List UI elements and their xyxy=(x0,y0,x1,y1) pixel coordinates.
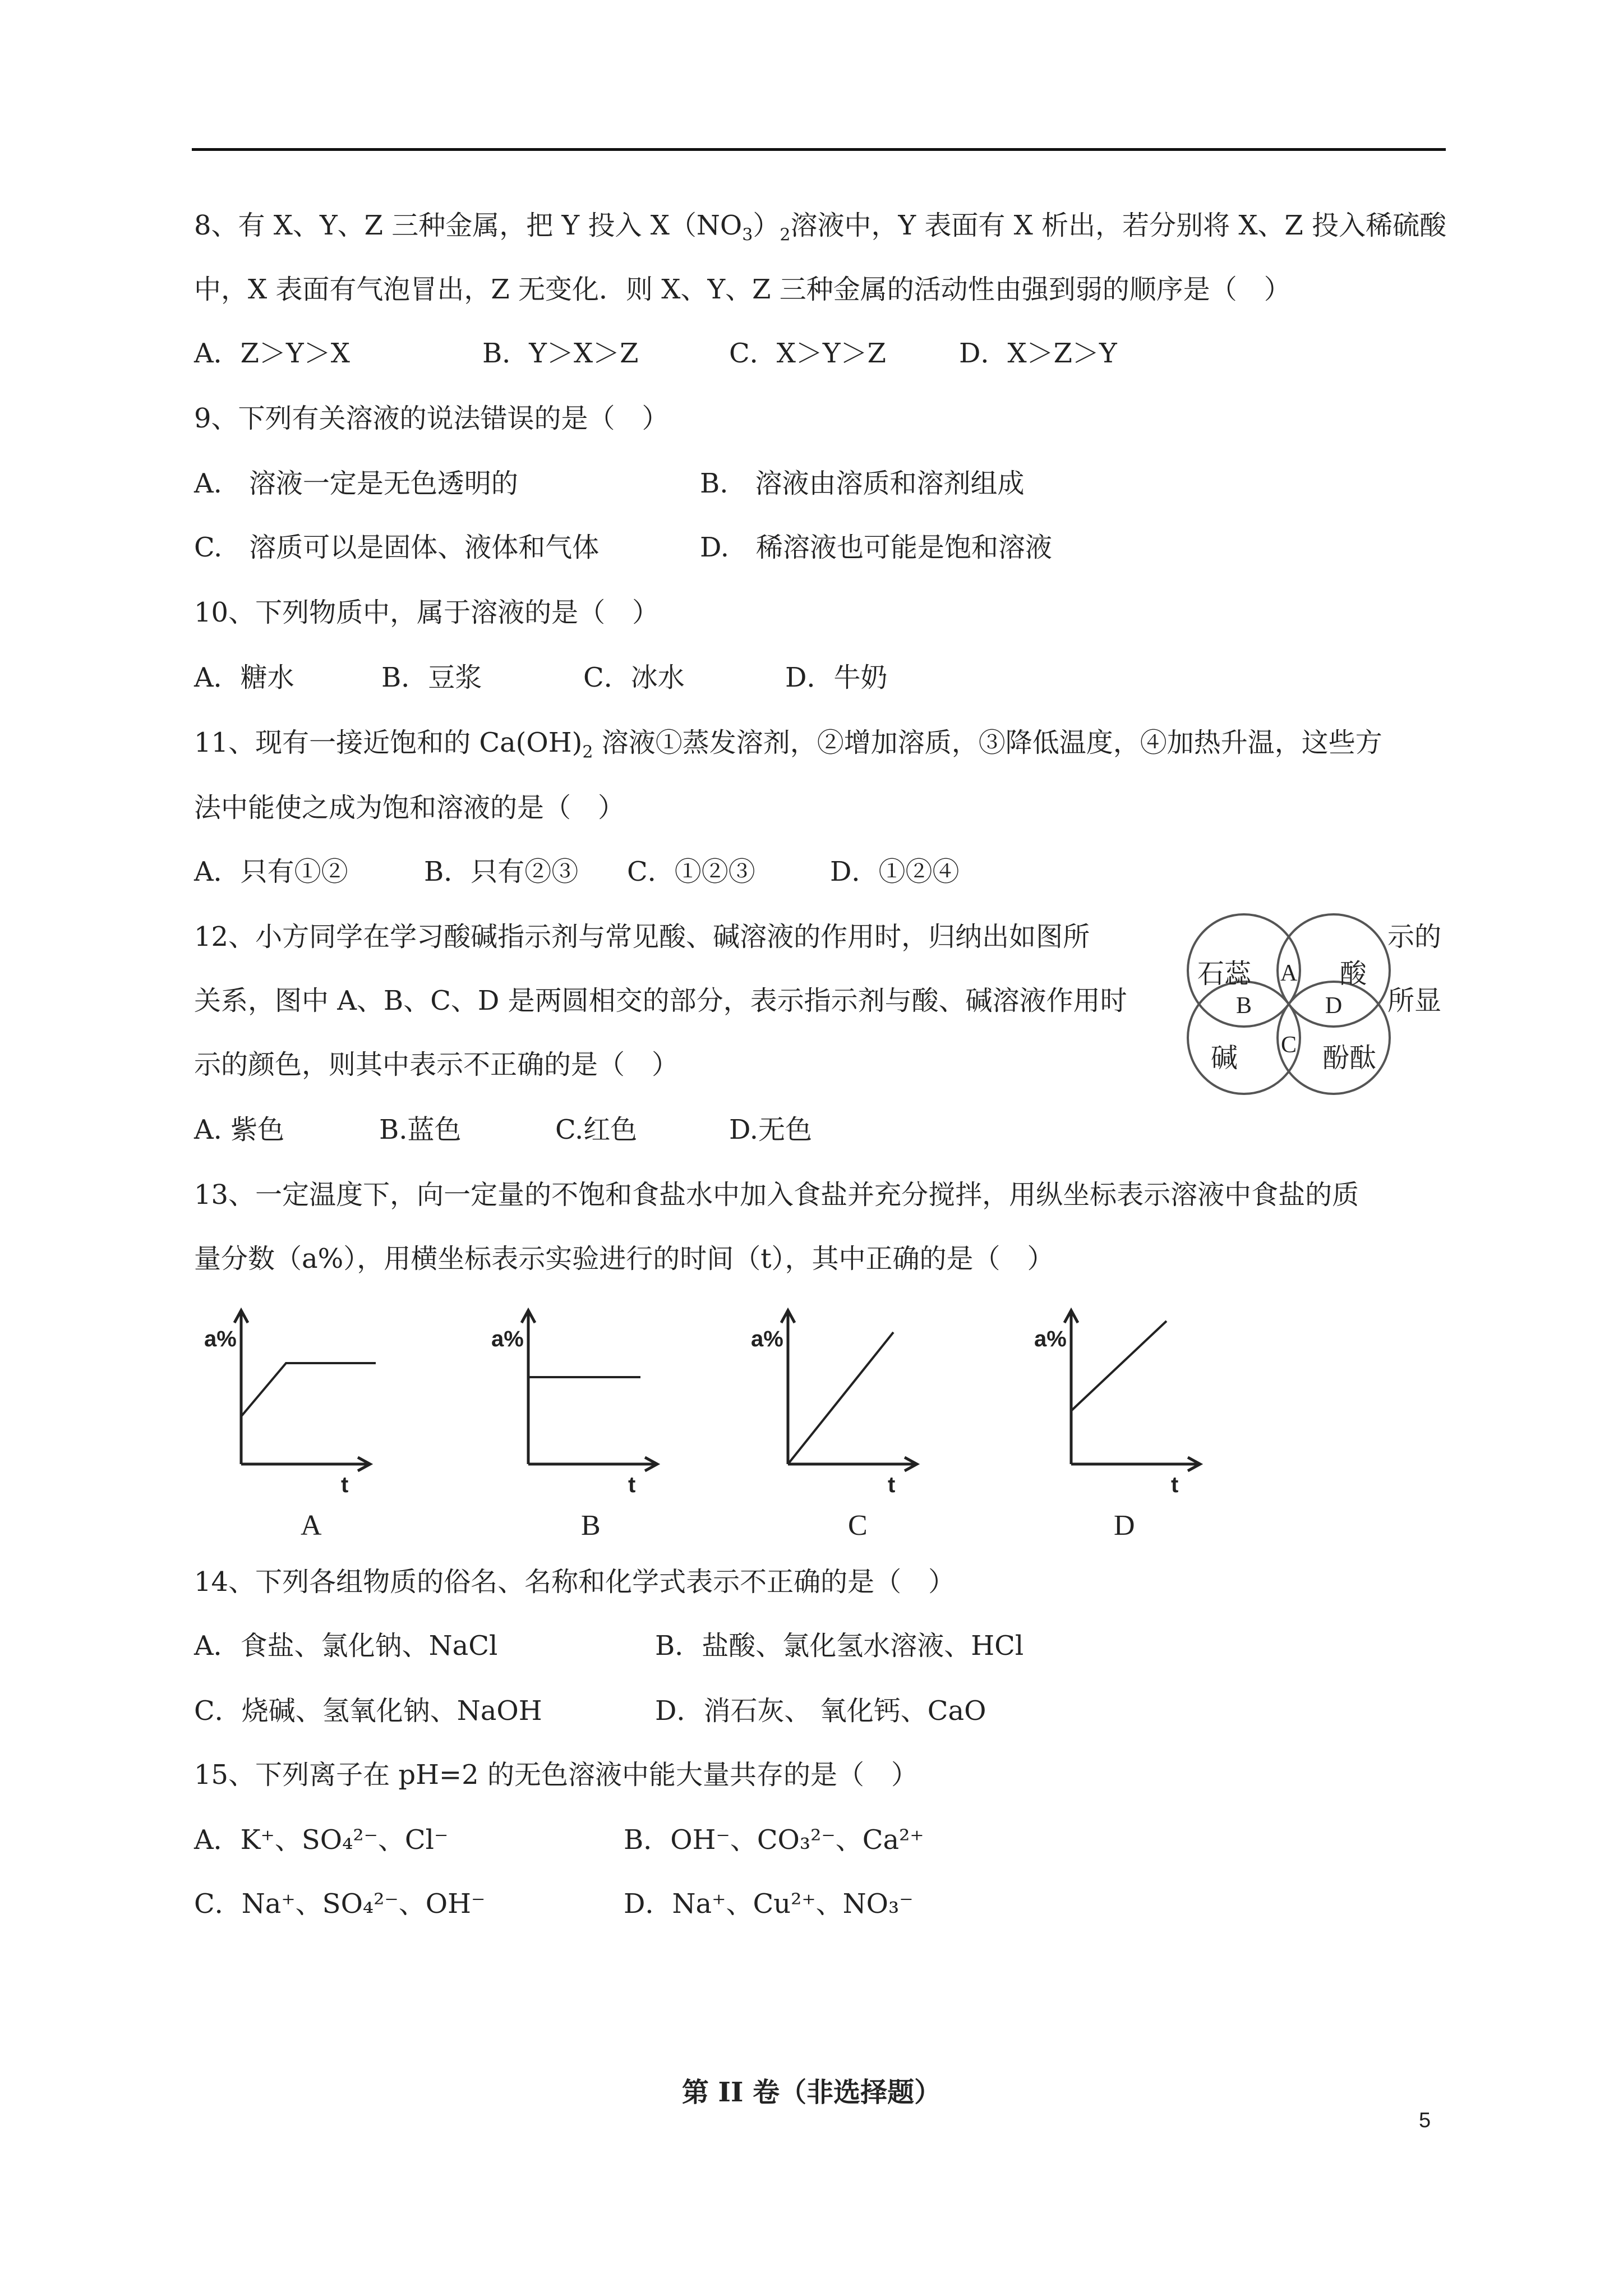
q14-option-a: A．食盐、氯化钠、NaCl xyxy=(194,1630,498,1662)
q11-line1: 11、现有一接近饱和的 $Ca(OH)_2$ 溶液①蒸发溶剂，②增加溶质，③降低温度，④加热升温，这些方 xyxy=(194,727,1382,762)
venn-label-acid: 酸 xyxy=(1339,958,1367,990)
q15-option-d: D．Na⁺、Cu²⁺、NO₃⁻ xyxy=(624,1888,914,1920)
venn-label-phenolphthalein: 酚酞 xyxy=(1322,1042,1377,1074)
q14-stem: 14、下列各组物质的俗名、名称和化学式表示不正确的是（ ） xyxy=(194,1566,956,1598)
q14-option-b: B．盐酸、氯化氢水溶液、HCl xyxy=(655,1630,1024,1662)
q11-option-b: B．只有②③ xyxy=(424,856,579,887)
q11-option-d: D．①②④ xyxy=(830,856,960,887)
graph-d-ylabel: a% xyxy=(1034,1327,1067,1351)
q8-option-d: D．X＞Z＞Y xyxy=(959,338,1117,369)
graph-d-label: D xyxy=(1114,1510,1135,1542)
q9-option-c: C. 溶质可以是固体、液体和气体 xyxy=(194,532,600,563)
graph-a xyxy=(202,1290,376,1509)
q14-option-d: D．消石灰、 氧化钙、CaO xyxy=(655,1695,986,1727)
q9-option-a: A. 溶液一定是无色透明的 xyxy=(194,468,518,499)
venn-region-a: A xyxy=(1280,960,1298,986)
venn-label-litmus: 石蕊 xyxy=(1197,958,1252,990)
q15-option-a: A．K⁺、SO₄²⁻、Cl⁻ xyxy=(194,1824,449,1856)
q15-stem: 15、下列离子在 pH=2 的无色溶液中能大量共存的是（ ） xyxy=(194,1759,918,1791)
venn-region-d: D xyxy=(1325,993,1343,1019)
q15-option-b: B．OH⁻、CO₃²⁻、Ca²⁺ xyxy=(624,1824,924,1856)
venn-region-c: C xyxy=(1280,1032,1297,1058)
q8-option-c: C．X＞Y＞Z xyxy=(729,338,886,369)
section-title: 第 II 卷（非选择题） xyxy=(681,2077,942,2108)
graph-c-curve xyxy=(788,1332,893,1464)
q13-line2: 量分数（a%），用横坐标表示实验进行的时间（t），其中正确的是（ ） xyxy=(194,1243,1054,1274)
q12-option-a: A. 紫色 xyxy=(194,1114,285,1145)
q9-stem: 9、下列有关溶液的说法错误的是（ ） xyxy=(194,403,669,434)
q13-line1: 13、一定温度下，向一定量的不饱和食盐水中加入食盐并充分搅拌，用纵坐标表示溶液中食盐的质 xyxy=(194,1179,1359,1211)
graph-a-curve xyxy=(241,1363,376,1416)
q12-line2-tail: 所显 xyxy=(1387,985,1442,1016)
graph-c-label: C xyxy=(848,1510,868,1542)
graph-b-ylabel: a% xyxy=(491,1327,524,1351)
q9-option-d: D. 稀溶液也可能是饱和溶液 xyxy=(700,532,1053,563)
indicator-venn-diagram xyxy=(1171,909,1407,1099)
header-rule xyxy=(192,148,1446,151)
q14-option-c: C．烧碱、氢氧化钠、NaOH xyxy=(194,1695,542,1727)
q12-line2: 关系，图中 A、B、C、D 是两圆相交的部分，表示指示剂与酸、碱溶液作用时 xyxy=(194,985,1127,1016)
q8-option-b: B．Y＞X＞Z xyxy=(482,338,639,369)
q15-option-c: C．Na⁺、SO₄²⁻、OH⁻ xyxy=(194,1888,486,1920)
q8-line1: 8、有 X、Y、Z 三种金属，把 Y 投入 $X(NO_3)_2$溶液中，Y 表面有 X 析出，若分别将 X、Z 投入稀硫酸 xyxy=(194,210,1447,245)
page-number: 5 xyxy=(1419,2109,1431,2132)
venn-region-b: B xyxy=(1235,993,1252,1019)
graph-d-curve xyxy=(1071,1321,1166,1411)
q10-option-b: B．豆浆 xyxy=(381,662,482,693)
graph-c-ylabel: a% xyxy=(751,1327,783,1351)
graph-b xyxy=(489,1290,663,1509)
q8-line2: 中，X 表面有气泡冒出，Z 无变化．则 X、Y、Z 三种金属的活动性由强到弱的顺序是（ ） xyxy=(194,274,1291,305)
graph-d xyxy=(1032,1290,1206,1509)
graph-b-xlabel: t xyxy=(628,1473,636,1497)
graph-b-label: B xyxy=(581,1510,601,1542)
graph-a-ylabel: a% xyxy=(204,1327,237,1351)
graph-a-xlabel: t xyxy=(341,1473,349,1497)
q12-line1-tail: 示的 xyxy=(1387,921,1442,953)
q10-option-d: D．牛奶 xyxy=(785,662,888,693)
q12-option-d: D.无色 xyxy=(729,1114,813,1145)
q12-option-b: B.蓝色 xyxy=(379,1114,462,1145)
q11-option-c: C．①②③ xyxy=(627,856,755,887)
venn-label-base: 碱 xyxy=(1210,1042,1238,1074)
q10-option-a: A．糖水 xyxy=(194,662,294,693)
q11-option-a: A．只有①② xyxy=(194,856,348,887)
q12-line3: 示的颜色，则其中表示不正确的是（ ） xyxy=(194,1049,679,1080)
q11-line2: 法中能使之成为饱和溶液的是（ ） xyxy=(194,792,625,823)
q12-line1: 12、小方同学在学习酸碱指示剂与常见酸、碱溶液的作用时，归纳出如图所 xyxy=(194,921,1090,953)
q9-option-b: B. 溶液由溶质和溶剂组成 xyxy=(700,468,1025,499)
q10-option-c: C．冰水 xyxy=(583,662,685,693)
q10-stem: 10、下列物质中，属于溶液的是（ ） xyxy=(194,597,660,628)
graph-c-xlabel: t xyxy=(888,1473,896,1497)
graph-a-label: A xyxy=(301,1510,322,1542)
q8-option-a: A．Z＞Y＞X xyxy=(194,338,350,369)
graph-d-xlabel: t xyxy=(1171,1473,1179,1497)
q12-option-c: C.红色 xyxy=(555,1114,638,1145)
graph-c xyxy=(749,1290,923,1509)
